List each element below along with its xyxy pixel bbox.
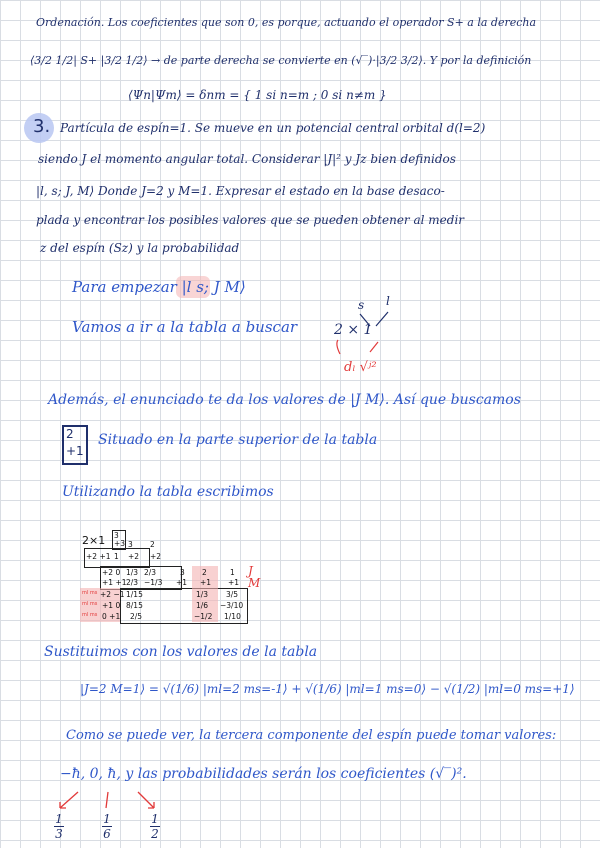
cg-r3-0-1: 1/15 [126,590,143,599]
blue-line-7: |J=2 M=1⟩ = √(1/6) |ml=2 ms=-1⟩ + √(1/6) |ml=1 ms=0⟩ − √(1/2) |ml=0 ms=+1⟩ [80,682,575,696]
cg-r2b-1: 2/3 [126,578,139,587]
cg-r3-0-3: 3/5 [226,590,239,599]
cg-r2a-5: 1 [230,568,235,577]
cg-r2b-5: +1 [228,578,240,587]
cg-r2b-0: +1 +1 [102,578,127,587]
problem-line-d: plada y encontrar los posibles valores que se pueden obtener al medir [36,213,465,227]
cg-r3-1-3: −3/10 [220,601,244,610]
blue-line-1: Para empezar |l s; J M⟩ [72,278,246,296]
cg-rowlabel-1: ml ms [82,601,98,607]
probability-fraction-3: 1 2 [151,812,159,841]
note-line-1: Ordenación. Los coeficientes que son 0, es porque, actuando el operador S+ a la derecha [36,16,537,29]
cg-r0-c: 3 [128,540,133,549]
cg-r3-0-2: 1/3 [196,590,209,599]
cg-r2a-0: +2 0 [102,568,121,577]
note-line-3: ⟨Ψn|Ψm⟩ = δnm = { 1 si n=m ; 0 si n≠m } [128,88,387,102]
cg-r2a-4: 2 [202,568,207,577]
cg-r1-c: +2 [128,552,140,561]
cg-r1-b: 1 [114,552,119,561]
probability-fraction-1: 1 3 [55,812,63,841]
cg-r2b-4: +1 [200,578,212,587]
cg-rowlabel-2: ml ms [82,612,98,618]
cg-r2a-1: 1/3 [126,568,139,577]
cg-r0-a: 3 [114,531,119,540]
probability-arrows [40,788,180,814]
problem-line-a: Partícula de espín=1. Se mueve en un potencial central orbital d(l=2) [60,121,486,135]
cg-r1-d: +2 [150,552,162,561]
problem-line-e: z del espín (Sz) y la probabilidad [40,241,240,255]
product-expression: 2 × 1 [334,322,373,338]
cg-r0-b: +3 [114,539,126,548]
cg-r3-2-1: 2/5 [130,612,143,621]
problem-number: 3. [33,116,51,137]
cg-r0-d: 2 [150,540,155,549]
problem-line-c: |l, s; J, M⟩ Donde J=2 y M=1. Expresar el estado en la base desaco- [36,184,445,198]
jm-box-top: 2 [66,427,74,441]
red-annotation: dₗ √ʲ² [344,360,377,375]
cg-r2b-2: −1/3 [144,578,163,587]
blue-line-4: Situado en la parte superior de la tabla [98,432,378,448]
blue-line-5: Utilizando la tabla escribimos [62,484,274,500]
cg-r2a-3: 3 [180,568,185,577]
cg-r3-1-2: 1/6 [196,601,209,610]
jm-box-bottom: +1 [66,444,84,458]
note-line-2: ⟨3/2 1/2| S+ |3/2 1/2⟩ → de parte derecha se convierte en (√‾)·|3/2 3/2⟩. Y por la definición [30,54,532,67]
cg-r3-2-3: 1/10 [224,612,241,621]
cg-title: 2×1 [82,534,106,547]
label-l: l [386,294,390,308]
cg-rowlabel-0: ml ms [82,590,98,596]
blue-line-9: −ħ, 0, ħ, y las probabilidades serán los coeficientes (√‾)². [60,766,467,782]
cg-r1-a: +2 +1 [86,552,111,561]
cg-r2a-2: 2/3 [144,568,157,577]
cg-r2b-3: +1 [176,578,188,587]
blue-line-6: Sustituimos con los valores de la tabla [44,644,318,660]
cg-r3-2-0: 0 +1 [102,612,121,621]
clebsch-gordan-table [80,530,248,626]
cg-r3-1-1: 8/15 [126,601,143,610]
cg-r3-1-0: +1 0 [102,601,121,610]
blue-line-3: Además, el enunciado te da los valores de |J M⟩. Así que buscamos [48,392,521,408]
blue-line-2: Vamos a ir a la tabla a buscar [72,318,298,336]
cg-r3-0-0: +2 −1 [100,590,125,599]
cg-r3-2-2: −1/2 [194,612,213,621]
cg-col-label-j: J [248,564,253,578]
label-s: s [358,298,365,312]
problem-line-b: siendo J el momento angular total. Considerar |J|² y Jz bien definidos [38,152,456,166]
cg-col-label-m: M [248,576,261,590]
blue-line-8: Como se puede ver, la tercera componente del espín puede tomar valores: [66,728,557,743]
probability-fraction-2: 1 6 [103,812,111,841]
